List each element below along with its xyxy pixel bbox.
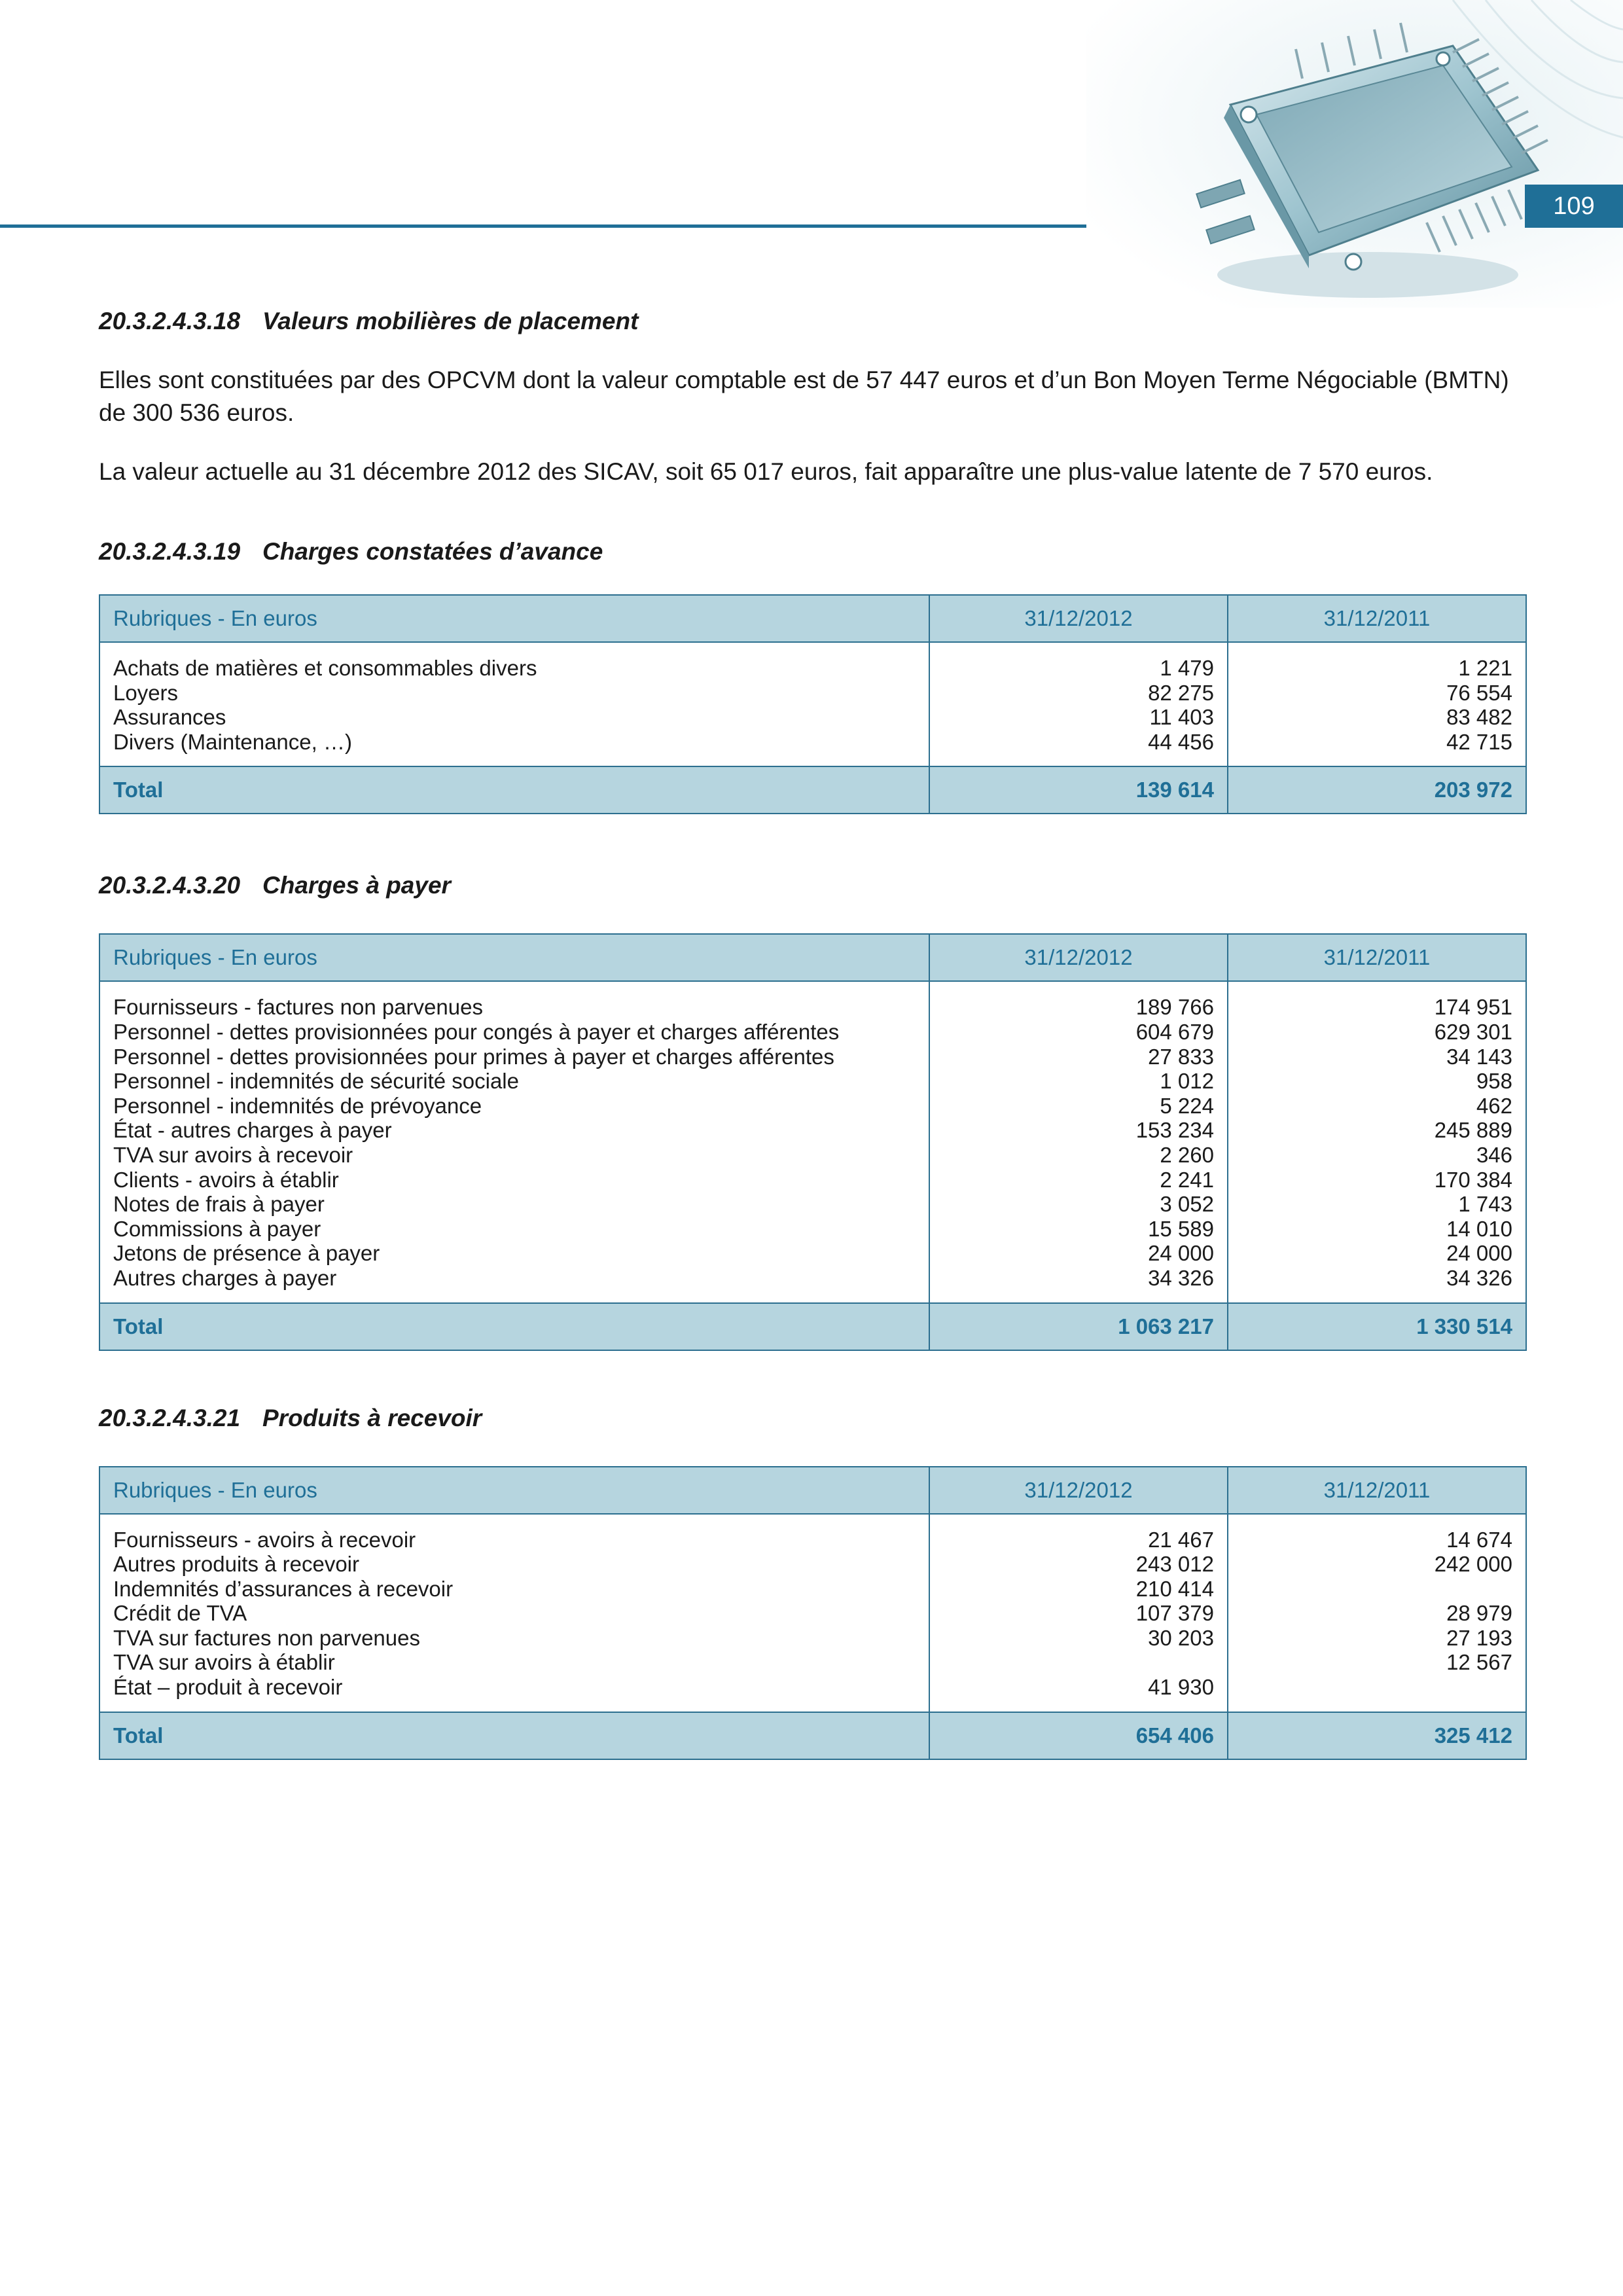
section-heading-20 [99,872,1525,899]
row-value: 243 012 [1135,1552,1214,1577]
paragraph: La valeur actuelle au 31 décembre 2012 des SICAV, soit 65 017 euros, fait apparaître une plus-value latente de 7 570 euros. [99,458,1433,485]
row-value: 14 674 [1446,1527,1512,1552]
row-label: Autres produits à recevoir [113,1552,360,1577]
label-cell [99,642,929,766]
value-cell-2011 [1228,1514,1526,1712]
row-value: 629 301 [1434,1019,1512,1044]
row-label: TVA sur avoirs à établir [113,1650,335,1675]
section-number: 20.3.2.4.3.19 [99,538,241,565]
row-value: 5 224 [1160,1093,1214,1118]
row-value: 34 326 [1446,1265,1512,1290]
row-value: 153 234 [1135,1118,1214,1143]
section-heading-19 [99,538,1525,565]
row-value: 1 221 [1458,656,1512,680]
column-header: Rubriques - En euros [99,1467,929,1514]
row-value: 34 143 [1446,1044,1512,1069]
section-heading-18 [99,308,1525,335]
row-value: 21 467 [1148,1527,1214,1552]
row-value: 34 326 [1148,1265,1214,1290]
row-value [943,1650,1214,1675]
row-label: Personnel - dettes provisionnées pour congés à payer et charges afférentes [113,1019,840,1044]
row-value: 210 414 [1135,1576,1214,1601]
row-label: Fournisseurs - avoirs à recevoir [113,1527,416,1552]
row-label: Clients - avoirs à établir [113,1167,339,1192]
row-value: 27 193 [1446,1625,1512,1650]
row-value: 15 589 [1148,1216,1214,1241]
row-label: Personnel - dettes provisionnées pour primes à payer et charges afférentes [113,1044,834,1069]
total-row [99,1712,1526,1759]
column-header: Rubriques - En euros [99,934,929,981]
row-value: 44 456 [1148,729,1214,754]
table-charges-a-payer [99,933,1527,1350]
row-value: 24 000 [1446,1241,1512,1266]
row-value: 42 715 [1446,729,1512,754]
row-label: Assurances [113,705,226,730]
total-2012: 654 406 [929,1712,1228,1759]
row-value: 14 010 [1446,1216,1512,1241]
row-value: 1 012 [1160,1069,1214,1094]
row-value [1241,1675,1512,1700]
column-header: 31/12/2012 [929,595,1228,642]
table-header-row [99,1467,1526,1514]
value-cell-2012 [929,981,1228,1302]
row-label: Loyers [113,680,179,705]
total-label: Total [99,766,929,814]
circuit-module-icon [1086,0,1623,308]
row-value: 1 743 [1458,1192,1512,1217]
row-label: Autres charges à payer [113,1265,337,1290]
value-cell-2011 [1228,642,1526,766]
row-value: 604 679 [1135,1019,1214,1044]
total-2011: 1 330 514 [1228,1303,1526,1350]
row-value [1241,1577,1512,1602]
row-value: 3 052 [1160,1192,1214,1217]
row-label: État – produit à recevoir [113,1675,343,1700]
row-label: Jetons de présence à payer [113,1241,380,1266]
row-value: 2 241 [1160,1167,1214,1192]
column-header: 31/12/2011 [1228,1467,1526,1514]
row-value: 27 833 [1148,1044,1214,1069]
row-value: 958 [1476,1069,1512,1094]
row-value: 174 951 [1434,995,1512,1020]
row-label: Achats de matières et consommables divers [113,656,537,680]
row-label: Crédit de TVA [113,1601,247,1626]
table-body [99,1514,1526,1712]
page-content [99,308,1525,1760]
row-value: 30 203 [1148,1625,1214,1650]
column-header: 31/12/2011 [1228,595,1526,642]
row-label: Fournisseurs - factures non parvenues [113,995,483,1020]
row-label: Personnel - indemnités de prévoyance [113,1093,482,1118]
section-number: 20.3.2.4.3.21 [99,1404,241,1431]
paragraph: Elles sont constituées par des OPCVM dont la valeur comptable est de 57 447 euros et d’un Bon Moyen Terme Négociable (BMTN) de 300 536 euros. [99,367,1509,426]
row-value: 242 000 [1434,1552,1512,1577]
row-value: 346 [1476,1142,1512,1167]
row-value: 76 554 [1446,680,1512,705]
table-header-row [99,934,1526,981]
total-row [99,766,1526,814]
row-value: 462 [1476,1093,1512,1118]
section-title: Valeurs mobilières de placement [262,308,639,334]
section-title: Charges à payer [262,872,451,899]
column-header: 31/12/2011 [1228,934,1526,981]
row-label: Indemnités d’assurances à recevoir [113,1576,454,1601]
total-label: Total [99,1712,929,1759]
page-number: 109 [1525,185,1623,228]
total-2012: 1 063 217 [929,1303,1228,1350]
total-2012: 139 614 [929,766,1228,814]
total-2011: 325 412 [1228,1712,1526,1759]
table-header-row [99,595,1526,642]
value-cell-2011 [1228,981,1526,1302]
table-produits-a-recevoir [99,1466,1527,1760]
row-label: TVA sur factures non parvenues [113,1625,420,1650]
row-label: Divers (Maintenance, …) [113,729,352,754]
value-cell-2012 [929,1514,1228,1712]
section-title: Charges constatées d’avance [262,538,603,565]
row-value: 1 479 [1160,656,1214,680]
section-number: 20.3.2.4.3.18 [99,308,241,334]
row-value: 24 000 [1148,1241,1214,1266]
header-rule [0,224,1113,228]
section-number: 20.3.2.4.3.20 [99,872,241,899]
row-value: 83 482 [1446,705,1512,730]
column-header: 31/12/2012 [929,934,1228,981]
row-value: 170 384 [1434,1167,1512,1192]
label-cell [99,1514,929,1712]
row-label: Personnel - indemnités de sécurité sociale [113,1069,519,1094]
value-cell-2012 [929,642,1228,766]
row-value: 11 403 [1149,705,1214,730]
row-value: 2 260 [1160,1142,1214,1167]
row-value: 107 379 [1135,1601,1214,1626]
row-value: 82 275 [1148,680,1214,705]
table-body [99,981,1526,1302]
section-heading-21 [99,1405,1525,1432]
row-value: 245 889 [1434,1118,1512,1143]
section-title: Produits à recevoir [262,1404,482,1431]
row-value: 28 979 [1446,1601,1512,1626]
column-header: Rubriques - En euros [99,595,929,642]
table-body [99,642,1526,766]
row-label: TVA sur avoirs à recevoir [113,1142,353,1167]
row-value: 189 766 [1135,995,1214,1020]
row-value: 41 930 [1148,1675,1214,1700]
total-2011: 203 972 [1228,766,1526,814]
row-label: Commissions à payer [113,1216,321,1241]
row-label: État - autres charges à payer [113,1118,392,1143]
table-charges-constatees [99,594,1527,814]
total-row [99,1303,1526,1350]
column-header: 31/12/2012 [929,1467,1228,1514]
label-cell [99,981,929,1302]
row-label: Notes de frais à payer [113,1192,325,1217]
row-value: 12 567 [1446,1650,1512,1675]
total-label: Total [99,1303,929,1350]
